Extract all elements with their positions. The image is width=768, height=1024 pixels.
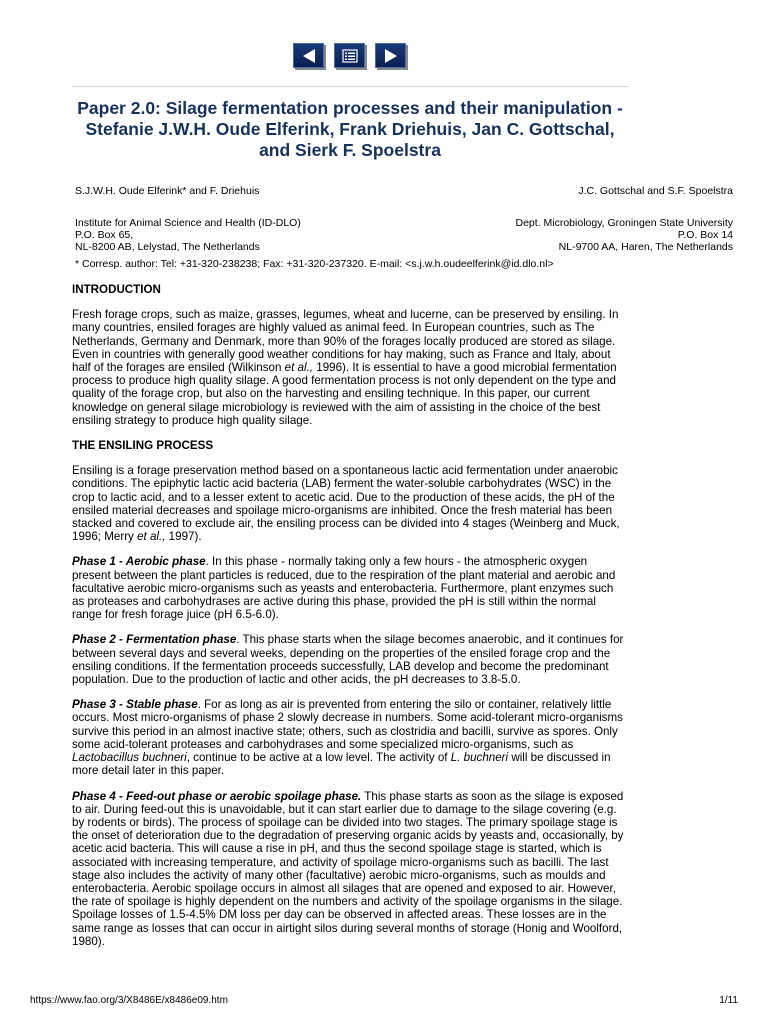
list-icon (341, 48, 359, 64)
phase1-paragraph: Phase 1 - Aerobic phase. In this phase - normally taking only a few hours - the atmospheric oxygen present between the plant particles is reduced, due to the respiration of the plant material and aerobic and facultative aerobic micro-organisms such as yeasts and enterobacteria. Furthermore, plant enzymes such as proteases and carbohydrases are active during this phase, provided the pH is still within the normal range for fresh forage juice (pH 6.5-6.0). (72, 555, 616, 622)
affiliation-line: P.O. Box 65, (75, 229, 134, 241)
authors-left: S.J.W.H. Oude Elferink* and F. Driehuis (75, 185, 260, 197)
phase1-title: Phase 1 - Aerobic phase (72, 555, 206, 569)
page-url: https://www.fao.org/3/X8486E/x8486e09.htm (30, 995, 228, 1006)
phase4-title: Phase 4 - Feed-out phase or aerobic spoilage phase. (72, 789, 362, 803)
authors-right: J.C. Gottschal and S.F. Spoelstra (578, 185, 733, 197)
page-number: 1/11 (719, 995, 738, 1006)
arrow-right-icon (382, 48, 400, 64)
phase3-paragraph: Phase 3 - Stable phase. For as long as air is prevented from entering the silo or container, relatively little occurs. Most micro-organisms of phase 2 slowly decrease in numbers. Some acid-tolerant micro-organisms survive this period in an almost inactive state; others, such as clostridia and bacilli, survive as spores. Only some acid-tolerant proteases and carbohydrases and some specialized micro-organisms, such as Lactobacillus buchneri, continue to be active at a low level. The activity of L. buchneri will be discussed in more detail later in this paper. (72, 698, 623, 778)
intro-paragraph: Fresh forage crops, such as maize, grasses, legumes, wheat and lucerne, can be preserved by ensiling. In many countries, ensiled forages are highly valued as animal feed. In European countries, such as The Netherlands, Germany and Denmark, more than 90% of the forages locally produced are stored as silage. Even in countries with generally good weather conditions for hay making, such as France and Italy, about half of the forages are ensiled (Wilkinson et al., 1996). It is essential to have a good microbial fermentation process to produce high quality silage. A good fermentation process is not only dependent on the type and quality of the forage crop, but also on the harvesting and ensiling technique. In this paper, our current knowledge on general silage microbiology is reviewed with the aim of assisting in the choice of the best ensiling strategy to produce high quality silage. (72, 308, 619, 427)
section-heading-introduction: INTRODUCTION (72, 283, 161, 296)
arrow-left-icon (300, 48, 318, 64)
affiliation-right (516, 217, 734, 253)
phase4-paragraph: Phase 4 - Feed-out phase or aerobic spoilage phase. This phase starts as soon as the silage is exposed to air. During feed-out this is unavoidable, but it can start earlier due to damage to the silage covering (e.g. by rodents or birds). The process of spoilage can be divided into two stages. The primary spoilage stage is the onset of deterioration due to the degradation of preserving organic acids by yeasts and, occasionally, by acetic acid bacteria. This will cause a rise in pH, and thus the second spoilage stage is started, which is associated with increasing temperature, and activity of spoilage micro-organisms such as bacilli. The last stage also includes the activity of many other (facultative) aerobic micro-organisms, such as moulds and enterobacteria. Aerobic spoilage occurs in almost all silages that are opened and exposed to air. However, the rate of spoilage is highly dependent on the numbers and activity of the spoilage organisms in the silage. Spoilage losses of 1.5-4.5% DM loss per day can be observed in affected areas. These losses are in the same range as losses that can occur in airtight silos during several months of storage (Honig and Woolford, 1980). (72, 789, 624, 948)
next-page-button[interactable] (375, 43, 406, 68)
phase3-title: Phase 3 - Stable phase (72, 698, 198, 712)
affiliation-line: NL-8200 AB, Lelystad, The Netherlands (75, 241, 260, 253)
contents-button[interactable] (334, 43, 365, 68)
title-block (72, 98, 628, 161)
ensiling-paragraph: Ensiling is a forage preservation method based on a spontaneous lactic acid fermentation under anaerobic conditions. The epiphytic lactic acid bacteria (LAB) ferment the water-soluble carbohydrates (WSC) in the crop to lactic acid, and to a lesser extent to acetic acid. Due to the production of these acids, the pH of the ensiled material decreases and spoilage micro-organisms are inhibited. Once the fresh material has been stacked and covered to exclude air, the ensiling process can be divided into 4 stages (Weinberg and Muck, 1996; Merry et al., 1997). (72, 464, 620, 544)
print-footer (30, 995, 738, 1007)
header-divider (72, 86, 628, 87)
affiliation-line: Dept. Microbiology, Groningen State University (515, 217, 733, 229)
article-body (72, 283, 628, 960)
phase2-paragraph: Phase 2 - Fermentation phase. This phase starts when the silage becomes anaerobic, and it continues for between several days and several weeks, depending on the properties of the ensiled forage crop and the ensiling conditions. If the fermentation proceeds successfully, LAB develop and become the predominant population. Due to the production of lactic and other acids, the pH decreases to 3.8-5.0. (72, 633, 624, 687)
affiliation-line: Institute for Animal Science and Health (ID-DLO) (75, 217, 301, 229)
author-line (75, 185, 733, 197)
affiliation-left (75, 217, 301, 253)
correspondence-note: * Corresp. author: Tel: +31-320-238238; Fax: +31-320-237320. E-mail: <s.j.w.h.oudeelferink@id.dlo.nl> (75, 258, 554, 270)
previous-page-button[interactable] (293, 43, 324, 68)
paper-title: Paper 2.0: Silage fermentation processes and their manipulation - Stefanie J.W.H. Oude Elferink, Frank Driehuis, Jan C. Gottschal, and Sierk F. Spoelstra (77, 98, 623, 160)
affiliation-line: NL-9700 AA, Haren, The Netherlands (558, 241, 733, 253)
phase2-title: Phase 2 - Fermentation phase (72, 633, 237, 647)
section-heading-ensiling: THE ENSILING PROCESS (72, 439, 214, 453)
affiliation-line: P.O. Box 14 (677, 229, 733, 241)
navigation-bar (0, 43, 768, 71)
